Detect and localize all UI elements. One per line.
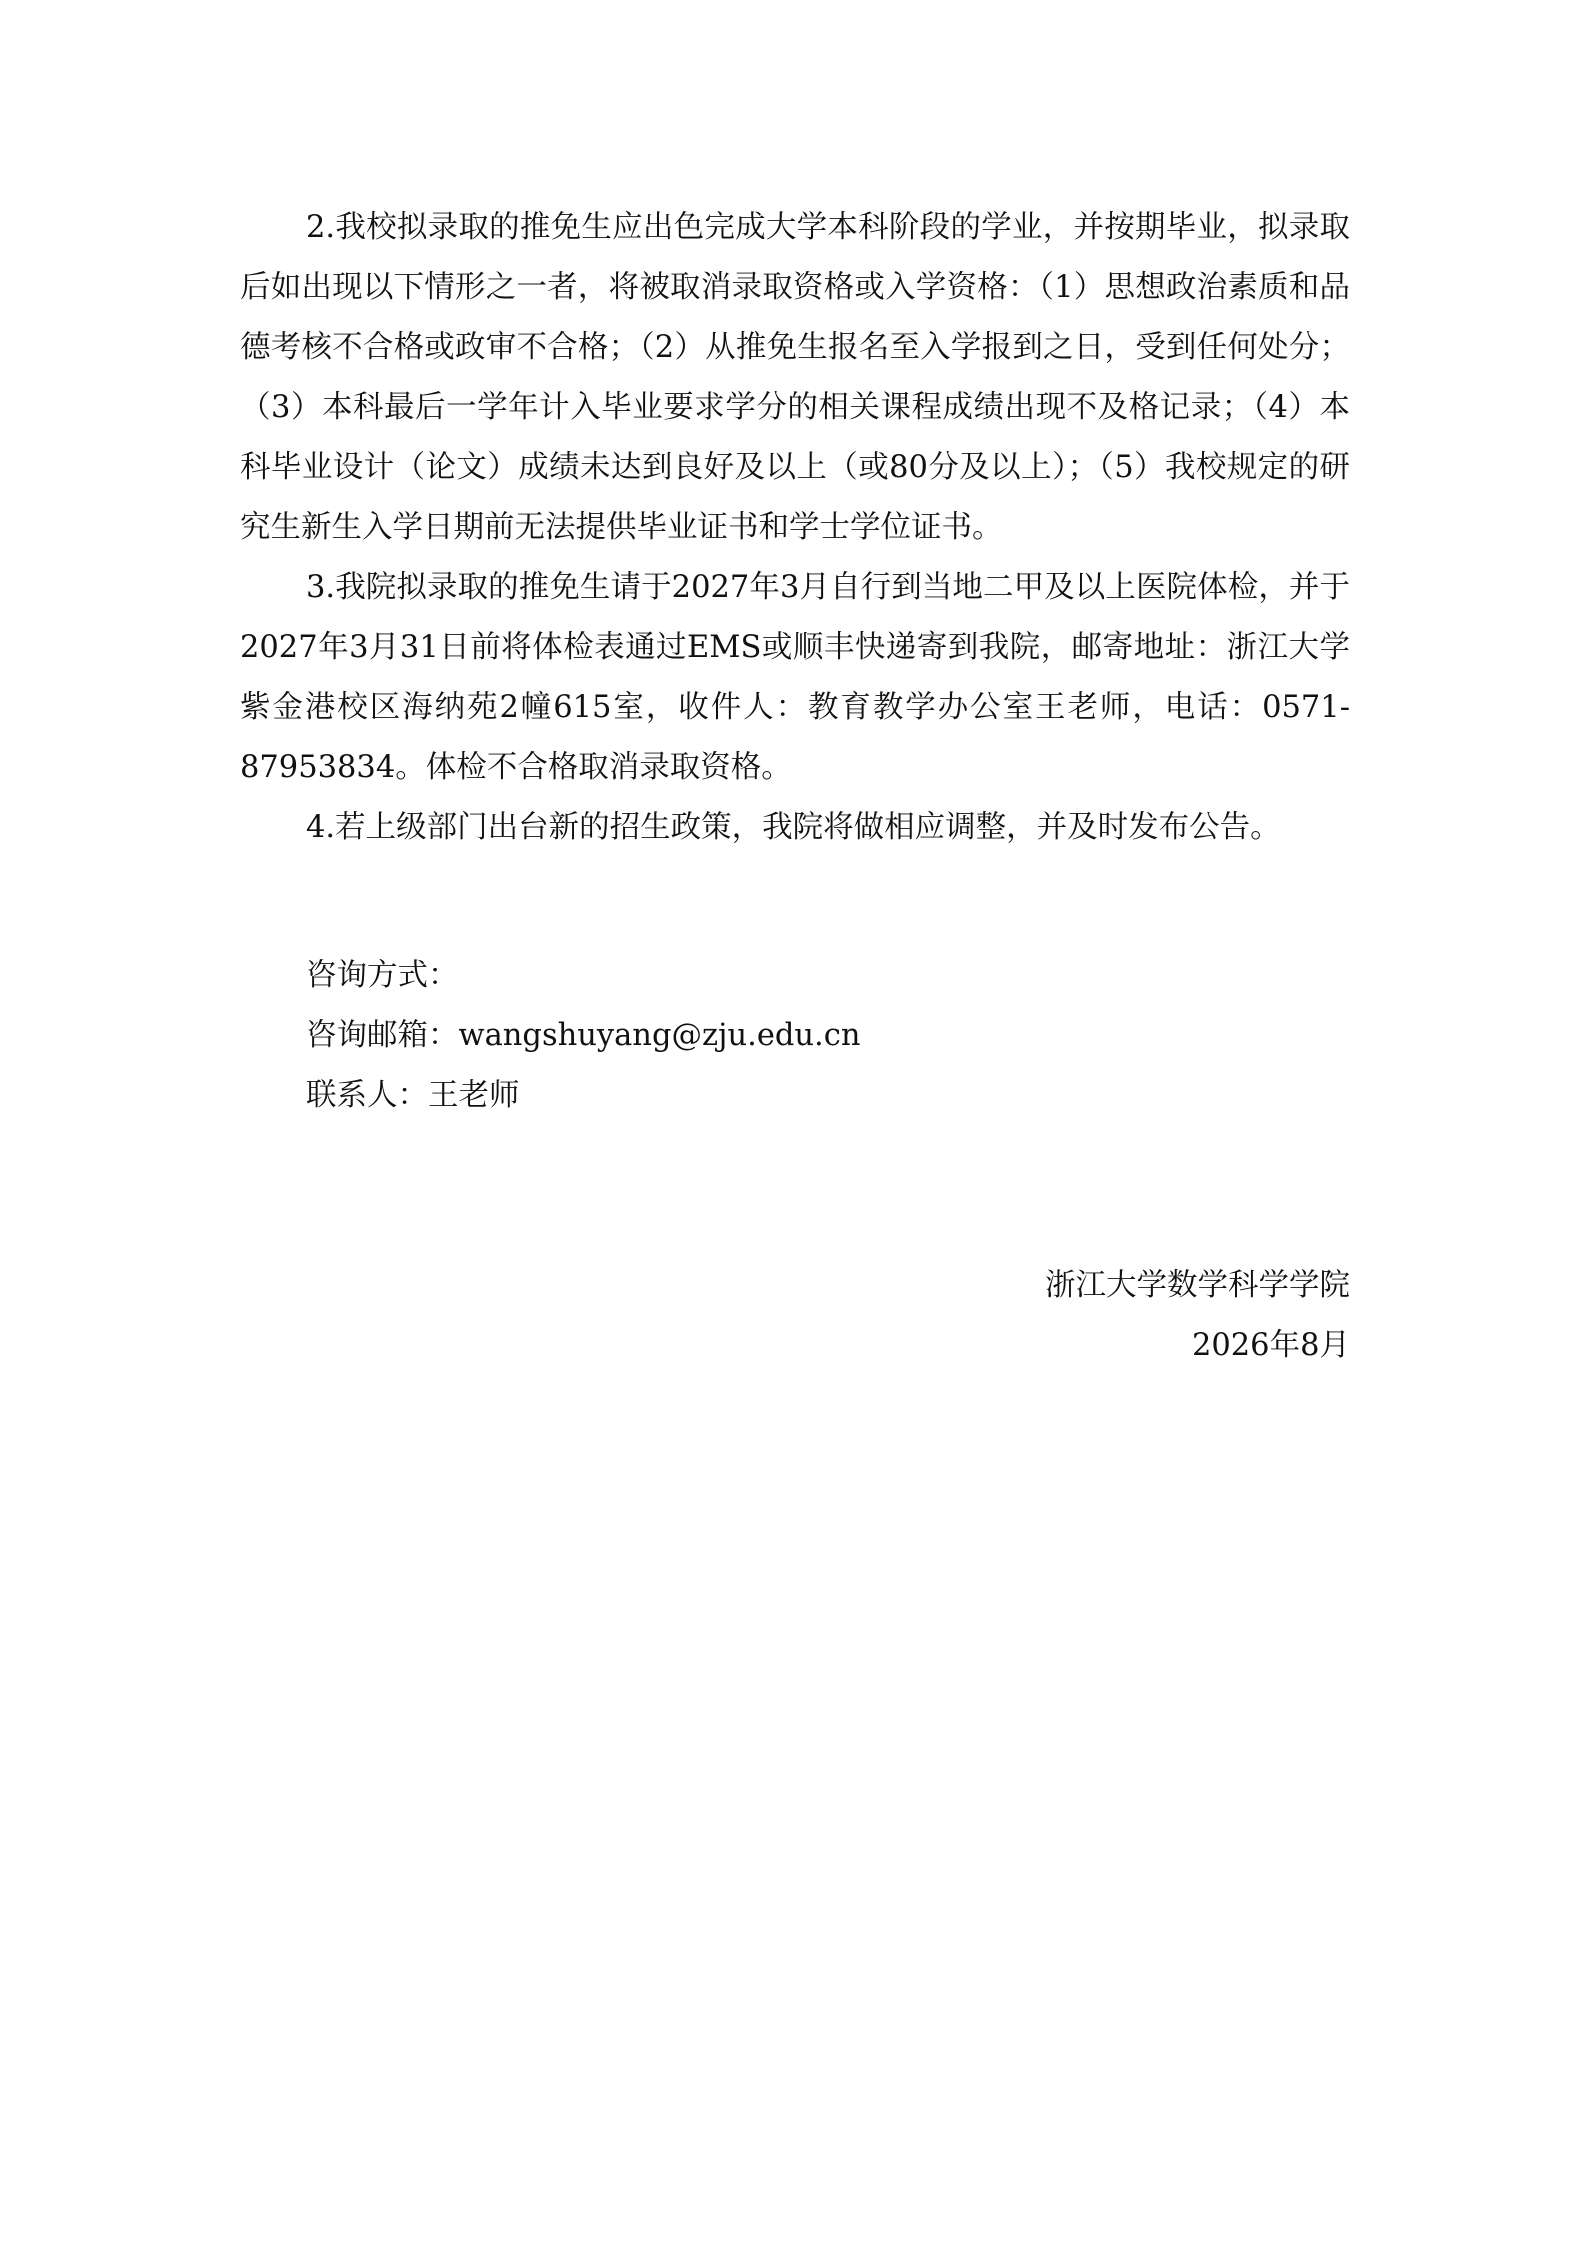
paragraph-admission-conditions: 2.我校拟录取的推免生应出色完成大学本科阶段的学业，并按期毕业，拟录取后如出现以下情形之一者，将被取消录取资格或入学资格：（1）思想政治素质和品德考核不合格或政审不合格；（2）从推免生报名至入学报到之日，受到任何处分；（3）本科最后一学年计入毕业要求学分的相关课程成绩出现不及格记录；（4）本科毕业设计（论文）成绩未达到良好及以上（或80分及以上）；（5）我校规定的研究生新生入学日期前无法提供毕业证书和学士学位证书。 <box>240 210 1350 545</box>
contact-heading: 咨询方式： <box>306 958 459 993</box>
paragraph-policy-adjustment: 4.若上级部门出台新的招生政策，我院将做相应调整，并及时发布公告。 <box>306 810 1281 845</box>
signature-block <box>1045 1256 1350 1376</box>
contact-email: 咨询邮箱：wangshuyang@zju.edu.cn <box>306 1018 861 1053</box>
paragraph-medical-exam: 3.我院拟录取的推免生请于2027年3月自行到当地二甲及以上医院体检，并于2027年3月31日前将体检表通过EMS或顺丰快递寄到我院，邮寄地址：浙江大学紫金港校区海纳苑2幢615室，收件人：教育教学办公室王老师，电话：0571-87953834。体检不合格取消录取资格。 <box>240 570 1350 785</box>
document-body <box>240 198 1350 858</box>
signature-organization: 浙江大学数学科学学院 <box>1045 1268 1350 1303</box>
contact-section <box>306 946 860 1126</box>
signature-date: 2026年8月 <box>1191 1328 1350 1363</box>
contact-person: 联系人：王老师 <box>306 1078 520 1113</box>
